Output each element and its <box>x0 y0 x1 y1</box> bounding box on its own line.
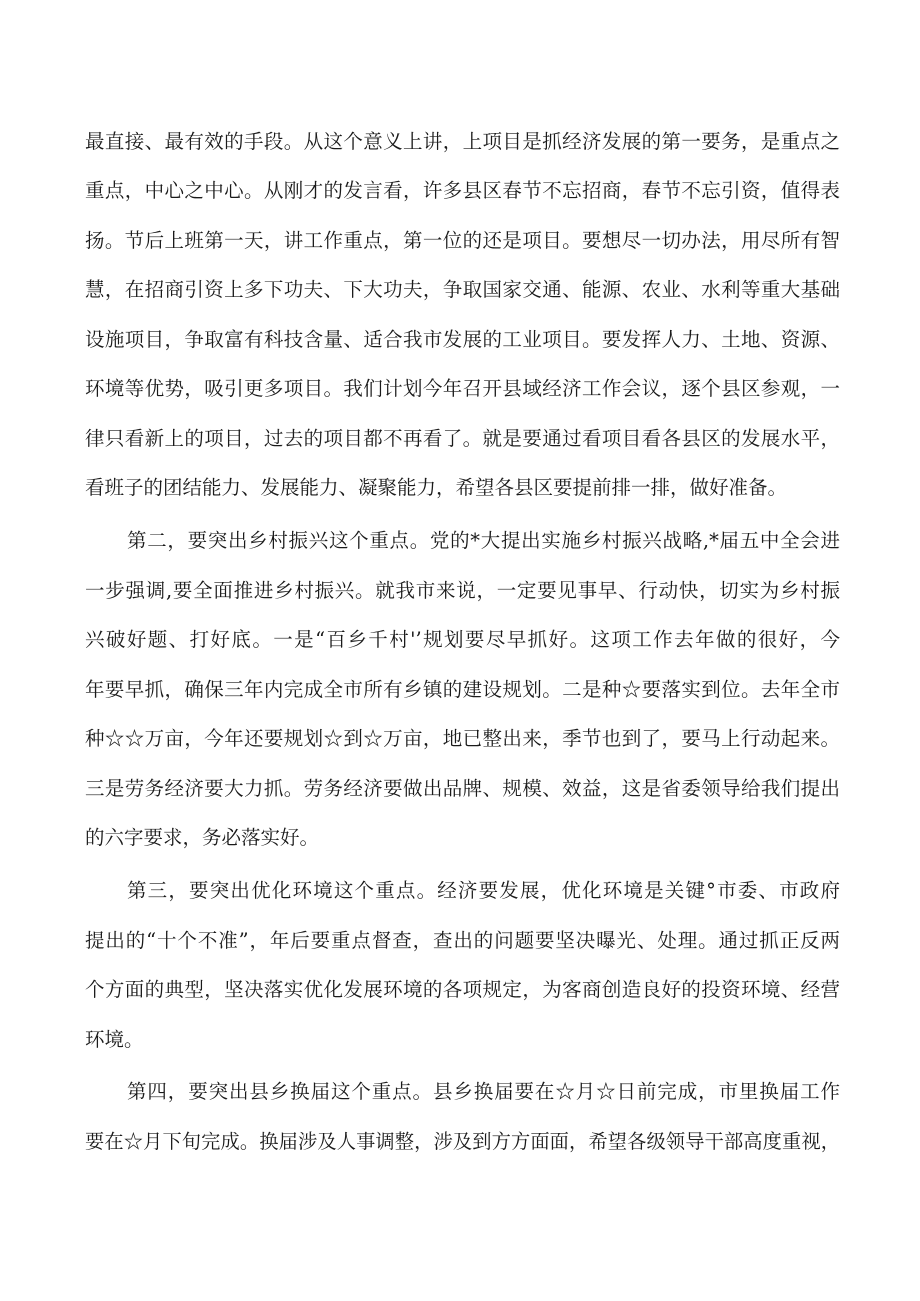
text-line: 设施项目，争取富有科技含量、适合我市发展的工业项目。要发挥人力、土地、资源、 <box>85 328 840 351</box>
text-line: 兴破好题、打好底。一是“百乡千村'’规划要尽早抓好。这项工作去年做的很好，今 <box>85 628 840 651</box>
text-line: 种☆☆万亩，今年还要规划☆到☆万亩，地已整出来，季节也到了，要马上行动起来。 <box>85 727 840 750</box>
text-line: 扬。节后上班第一天，讲工作重点，第一位的还是项目。要想尽一切办法，用尽所有智 <box>85 229 840 252</box>
text-line: 环境等优势，吸引更多项目。我们计划今年召开县域经济工作会议，逐个县区参观，一 <box>85 377 840 400</box>
text-line: 最直接、最有效的手段。从这个意义上讲，上项目是抓经济发展的第一要务，是重点之 <box>85 130 840 153</box>
text-line: 年要早抓，确保三年内完成全市所有乡镇的建设规划。二是种☆要落实到位。去年全市 <box>85 678 840 701</box>
text-line: 提出的“十个不准”，年后要重点督查，查出的问题要坚决曝光、处理。通过抓正反两 <box>85 929 840 952</box>
text-line: 一步强调,要全面推进乡村振兴。就我市来说，一定要见事早、行动快，切实为乡村振 <box>85 579 840 602</box>
text-line: 看班子的团结能力、发展能力、凝聚能力，希望各县区要提前排一排，做好准备。 <box>85 476 788 499</box>
text-line: 环境。 <box>85 1028 144 1051</box>
text-line: 慧，在招商引资上多下功夫、下大功夫，争取国家交通、能源、农业、水利等重大基础 <box>85 278 840 301</box>
text-line: 个方面的典型，坚决落实优化发展环境的各项规定，为客商创造良好的投资环境、经营 <box>85 978 840 1001</box>
text-line: 第二，要突出乡村振兴这个重点。党的*大提出实施乡村振兴战略,*届五中全会进 <box>127 529 840 552</box>
text-line: 要在☆月下旬完成。换届涉及人事调整，涉及到方方面面，希望各级领导干部高度重视， <box>85 1130 840 1153</box>
text-line: 律只看新上的项目，过去的项目都不再看了。就是要通过看项目看各县区的发展水平， <box>85 427 840 450</box>
text-line: 第四，要突出县乡换届这个重点。县乡换届要在☆月☆日前完成，市里换届工作 <box>127 1080 840 1103</box>
text-line: 重点，中心之中心。从刚才的发言看，许多县区春节不忘招商，春节不忘引资，值得表 <box>85 179 840 202</box>
text-line: 三是劳务经济要大力抓。劳务经济要做出品牌、规模、效益，这是省委领导给我们提出 <box>85 777 840 800</box>
text-line: 第三，要突出优化环境这个重点。经济要发展，优化环境是关键°市委、市政府 <box>127 879 840 902</box>
text-line: 的六字要求，务必落实好。 <box>85 826 320 849</box>
